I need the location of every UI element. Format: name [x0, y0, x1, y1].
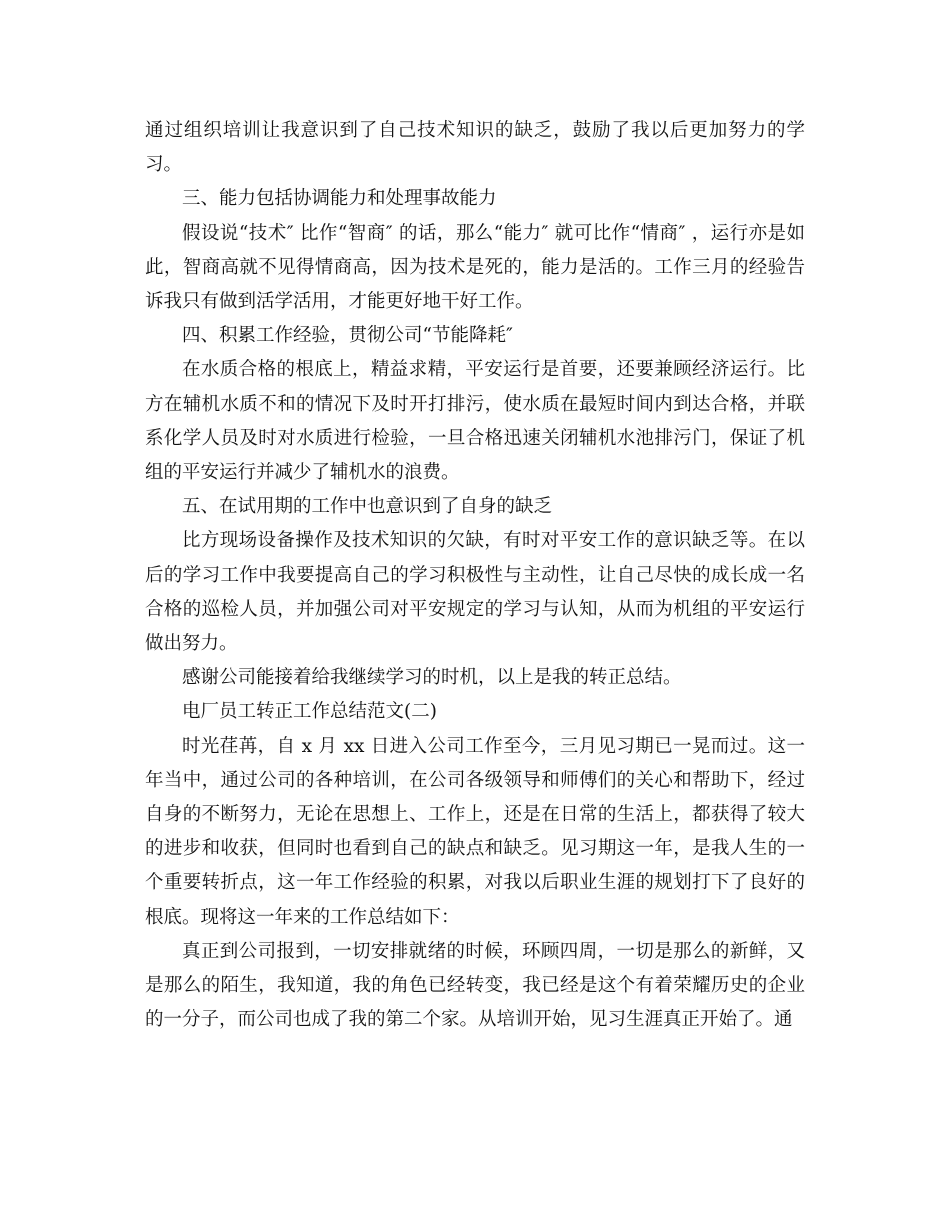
- section-heading-sample-two: 电厂员工转正工作总结范文(二): [182, 701, 437, 723]
- paragraph-thanks: 感谢公司能接着给我继续学习的时机，以上是我的转正总结。: [182, 667, 682, 689]
- paragraph-ability: 假设说“技术″ 比作“智商″ 的话，那么“能力″ 就可比作“情商″ ，运行亦是如此，智商高就不见得情商高，因为技术是死的，能力是活的。工作三月的经验告诉我只有做到活学活用，才能更好地干好工作。: [145, 222, 805, 313]
- paragraph-arrival: 真正到公司报到，一切安排就绪的时候，环顾四周，一切是那么的新鲜，又是那么的陌生，我知道，我的角色已经转变，我已经是这个有着荣耀历史的企业的一分子，而公司也成了我的第二个家。从培训开始，见习生涯真正开始了。通: [145, 940, 805, 1031]
- section-heading-experience: 四、积累工作经验，贯彻公司“节能降耗″: [182, 325, 513, 347]
- paragraph-shortcomings: 比方现场设备操作及技术知识的欠缺，有时对平安工作的意识缺乏等。在以后的学习工作中我要提高自己的学习积极性与主动性，让自己尽快的成长成一名合格的巡检人员，并加强公司对平安规定的学习与认知，从而为机组的平安运行做出努力。: [145, 530, 805, 655]
- paragraph-time-passes: 时光荏苒，自 x 月 xx 日进入公司工作至今，三月见习期已一晃而过。这一年当中，通过公司的各种培训，在公司各级领导和师傅们的关心和帮助下，经过自身的不断努力，无论在思想上、工作上，还是在日常的生活上，都获得了较大的进步和收获，但同时也看到自己的缺点和缺乏。见习期这一年，是我人生的一个重要转折点，这一年工作经验的积累，对我以后职业生涯的规划打下了良好的根底。现将这一年来的工作总结如下：: [145, 735, 805, 928]
- section-heading-shortcomings: 五、在试用期的工作中也意识到了自身的缺乏: [182, 496, 553, 518]
- document-body: [145, 114, 805, 1037]
- paragraph-water-quality: 在水质合格的根底上，精益求精，平安运行是首要，还要兼顾经济运行。比方在辅机水质不和的情况下及时开打排污，使水质在最短时间内到达合格，并联系化学人员及时对水质进行检验，一旦合格迅速关闭辅机水池排污门，保证了机组的平安运行并减少了辅机水的浪费。: [145, 359, 805, 484]
- section-heading-ability: 三、能力包括协调能力和处理事故能力: [182, 188, 497, 210]
- paragraph-training-continued: 通过组织培训让我意识到了自己技术知识的缺乏，鼓励了我以后更加努力的学习。: [145, 120, 805, 176]
